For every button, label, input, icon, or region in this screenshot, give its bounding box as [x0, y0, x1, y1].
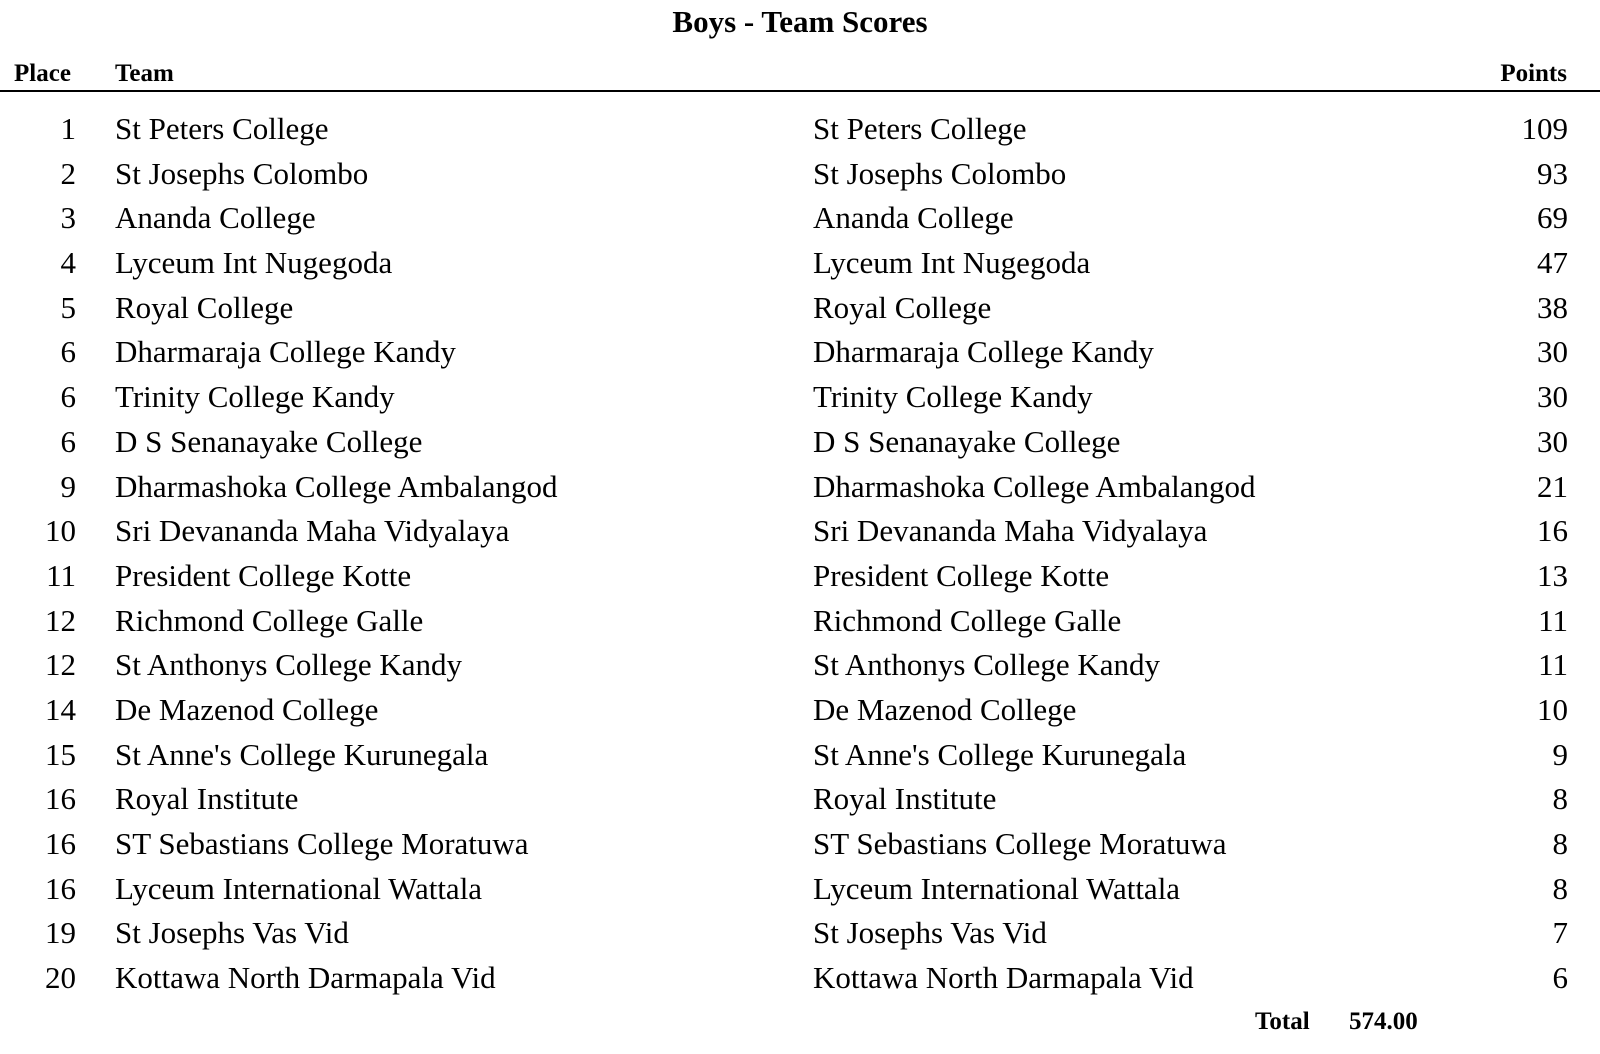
table-row	[0, 241, 1600, 286]
table-row	[0, 777, 1600, 822]
place-cell: 11	[46, 557, 76, 593]
place-cell: 19	[45, 915, 76, 951]
column-header-place: Place	[14, 60, 71, 87]
points-cell: 30	[1537, 334, 1568, 370]
team-cell-secondary: Richmond College Galle	[813, 602, 1122, 638]
points-cell: 109	[1521, 111, 1568, 146]
points-cell: 13	[1537, 557, 1568, 593]
team-cell: Lyceum International Wattala	[115, 870, 483, 906]
team-cell: President College Kotte	[115, 557, 412, 593]
team-cell-secondary: St Anne's College Kurunegala	[813, 736, 1187, 772]
place-cell: 9	[60, 468, 76, 504]
points-cell: 11	[1538, 602, 1568, 638]
table-row	[0, 911, 1600, 956]
place-cell: 16	[45, 870, 76, 906]
place-cell: 10	[45, 513, 76, 549]
table-row	[0, 330, 1600, 375]
team-cell: Trinity College Kandy	[115, 379, 395, 415]
team-cell: St Josephs Colombo	[115, 155, 369, 191]
place-cell: 16	[45, 781, 76, 817]
points-cell: 93	[1537, 155, 1568, 191]
points-cell: 8	[1552, 781, 1568, 817]
points-cell: 16	[1537, 513, 1568, 549]
team-cell: Dharmaraja College Kandy	[115, 334, 456, 370]
place-cell: 4	[60, 245, 76, 281]
team-cell: St Anthonys College Kandy	[115, 647, 463, 683]
team-cell-secondary: St Josephs Colombo	[813, 155, 1067, 191]
team-cell: Sri Devananda Maha Vidyalaya	[115, 513, 510, 549]
points-cell: 47	[1537, 245, 1568, 281]
team-cell: Kottawa North Darmapala Vid	[115, 960, 496, 996]
points-cell: 7	[1552, 915, 1568, 951]
team-cell-secondary: Trinity College Kandy	[813, 379, 1093, 415]
team-cell: Royal Institute	[115, 781, 299, 817]
team-cell-secondary: Dharmaraja College Kandy	[813, 334, 1154, 370]
team-cell-secondary: Lyceum Int Nugegoda	[813, 245, 1091, 281]
team-cell-secondary: Royal College	[813, 289, 992, 325]
team-cell: St Peters College	[115, 111, 329, 146]
points-cell: 6	[1552, 960, 1568, 996]
points-cell: 69	[1537, 200, 1568, 236]
place-cell: 15	[45, 736, 76, 772]
team-cell-secondary: Dharmashoka College Ambalangod	[813, 468, 1256, 504]
points-cell: 9	[1552, 736, 1568, 772]
table-row	[0, 196, 1600, 241]
table-row	[0, 152, 1600, 197]
table-row	[0, 465, 1600, 510]
points-cell: 30	[1537, 423, 1568, 459]
team-cell-secondary: ST Sebastians College Moratuwa	[813, 826, 1227, 861]
table-row	[0, 599, 1600, 644]
team-cell-secondary: D S Senanayake College	[813, 423, 1121, 459]
page-title: Boys - Team Scores	[672, 4, 928, 39]
points-cell: 38	[1537, 289, 1568, 325]
table-row	[0, 375, 1600, 420]
points-cell: 21	[1537, 468, 1568, 504]
place-cell: 1	[60, 111, 76, 146]
place-cell: 16	[45, 826, 76, 861]
place-cell: 20	[45, 960, 76, 996]
column-header-team: Team	[115, 60, 174, 87]
team-cell: Ananda College	[115, 200, 316, 236]
team-cell: Richmond College Galle	[115, 602, 424, 638]
team-cell-secondary: President College Kotte	[813, 557, 1110, 593]
team-cell-secondary: Royal Institute	[813, 781, 997, 817]
place-cell: 6	[60, 334, 76, 370]
table-row	[0, 509, 1600, 554]
team-cell: St Anne's College Kurunegala	[115, 736, 489, 772]
points-cell: 10	[1537, 691, 1568, 727]
team-cell: St Josephs Vas Vid	[115, 915, 349, 951]
team-cell-secondary: Sri Devananda Maha Vidyalaya	[813, 513, 1208, 549]
table-row	[0, 420, 1600, 465]
place-cell: 14	[45, 691, 76, 727]
team-cell-secondary: Ananda College	[813, 200, 1014, 236]
place-cell: 2	[60, 155, 76, 191]
team-cell-secondary: St Peters College	[813, 111, 1027, 146]
place-cell: 6	[60, 379, 76, 415]
table-row	[0, 554, 1600, 599]
points-cell: 30	[1537, 379, 1568, 415]
points-cell: 11	[1538, 647, 1568, 683]
team-cell: Lyceum Int Nugegoda	[115, 245, 393, 281]
table-row	[0, 733, 1600, 778]
table-row	[0, 286, 1600, 331]
team-cell: ST Sebastians College Moratuwa	[115, 826, 529, 861]
table-row	[0, 107, 1600, 152]
team-scores-table	[0, 107, 1600, 1001]
team-cell: D S Senanayake College	[115, 423, 423, 459]
team-cell-secondary: De Mazenod College	[813, 691, 1077, 727]
place-cell: 5	[60, 289, 76, 325]
header-divider	[0, 90, 1600, 92]
table-row	[0, 822, 1600, 867]
team-cell: Royal College	[115, 289, 294, 325]
table-row	[0, 867, 1600, 912]
place-cell: 3	[60, 200, 76, 236]
points-cell: 8	[1552, 826, 1568, 861]
team-cell-secondary: Lyceum International Wattala	[813, 870, 1181, 906]
points-cell: 8	[1552, 870, 1568, 906]
table-row	[0, 643, 1600, 688]
team-cell-secondary: St Anthonys College Kandy	[813, 647, 1161, 683]
table-row	[0, 688, 1600, 733]
place-cell: 6	[60, 423, 76, 459]
place-cell: 12	[45, 647, 76, 683]
table-row	[0, 956, 1600, 1001]
team-cell-secondary: St Josephs Vas Vid	[813, 915, 1047, 951]
total-value: 574.00	[1349, 1008, 1418, 1035]
column-header-points: Points	[1500, 60, 1567, 87]
team-cell: De Mazenod College	[115, 691, 379, 727]
team-cell: Dharmashoka College Ambalangod	[115, 468, 558, 504]
team-cell-secondary: Kottawa North Darmapala Vid	[813, 960, 1194, 996]
total-label: Total	[1255, 1008, 1310, 1035]
place-cell: 12	[45, 602, 76, 638]
